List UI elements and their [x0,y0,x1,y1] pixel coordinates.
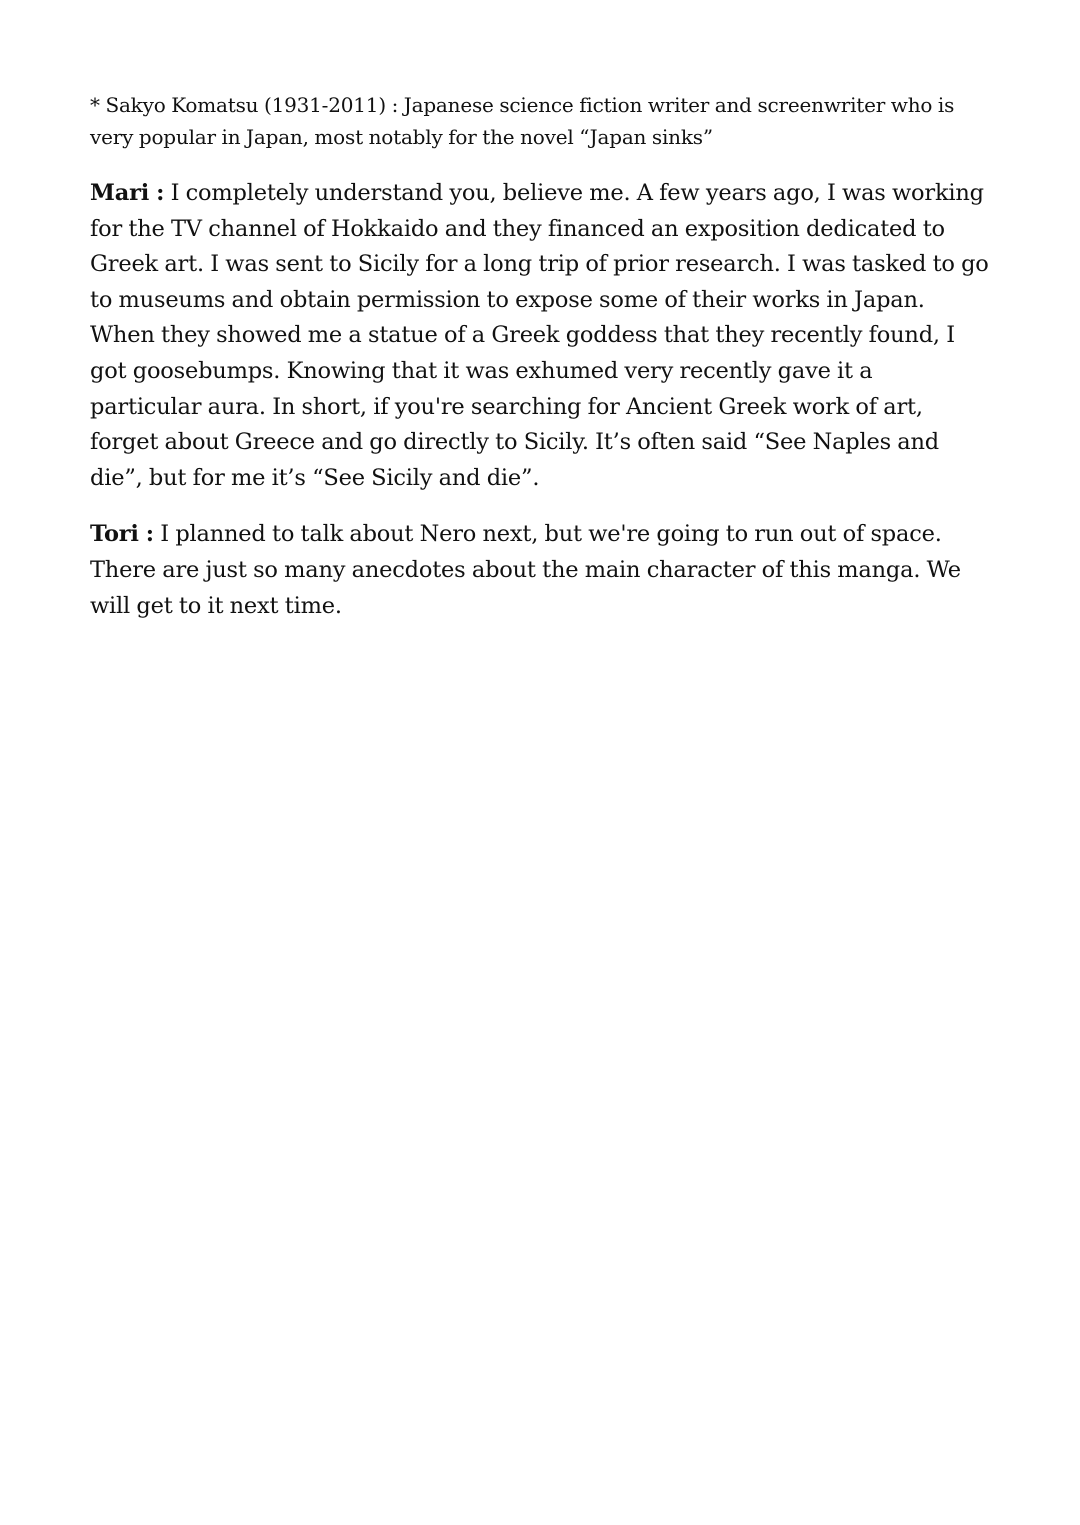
paragraph-text: I completely understand you, believe me. A few years ago, I was working for the TV channel of Hokkaido and they financed an exposition dedicated to Greek art. I was sent to Sicily for a long trip of prior research. I was tasked to go to museums and obtain permission to expose some of their works in Japan. When they showed me a statue of a Greek goddess that they recently found, I got goosebumps. Knowing that it was exhumed very recently gave it a particular aura. In short, if you're searching for Ancient Greek work of art, forget about Greece and go directly to Sicily. It’s often said “See Naples and die”, but for me it’s “See Sicily and die”. [90,180,989,491]
paragraph-text: I planned to talk about Nero next, but we're going to run out of space. There are just so many anecdotes about the main character of this manga. We will get to it next time. [90,521,961,619]
dialogue-paragraph-mari [90,176,990,496]
speaker-label: Mari : [90,180,165,206]
speaker-label: Tori : [90,521,154,548]
dialogue-paragraph-tori [90,517,990,624]
footnote: * Sakyo Komatsu (1931-2011) : Japanese science fiction writer and screenwriter who is very popular in Japan, most notably for the novel “Japan sinks” [90,93,955,149]
